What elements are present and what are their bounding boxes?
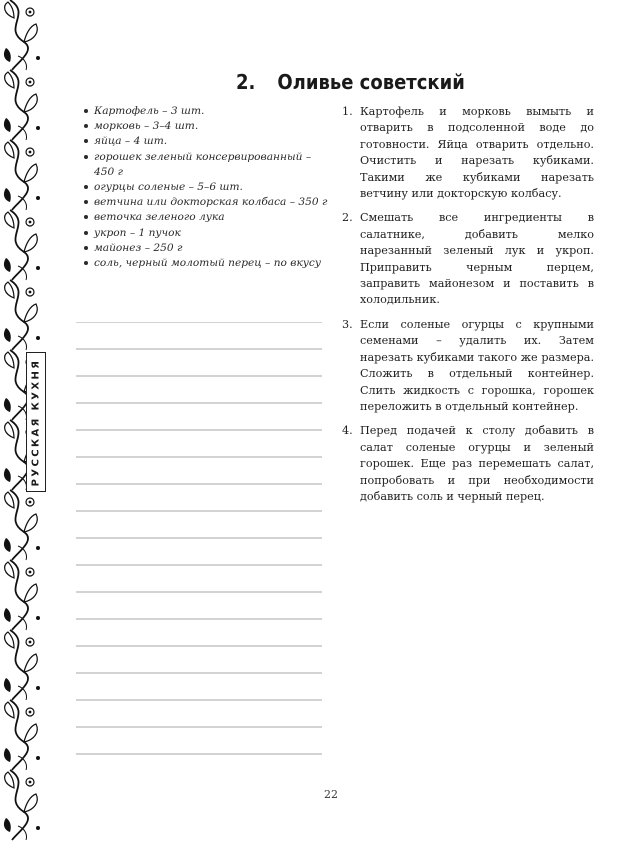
step-item <box>338 104 594 202</box>
step-number: 3. <box>342 317 353 331</box>
ingredient-item: морковь – 3–4 шт. <box>82 119 332 134</box>
ingredient-item: укроп – 1 пучок <box>82 226 332 241</box>
step-number: 4. <box>342 424 353 438</box>
step-text: Картофель и морковь вымыть и отварить в подсоленной воде до готовности. Яйца отварить отдельно. Очистить и нарезать кубиками. Такими же кубиками нарезать ветчину или докторскую колбасу. <box>360 105 594 201</box>
ingredient-item: майонез – 250 г <box>82 241 332 256</box>
ingredient-item: яйца – 4 шт. <box>82 134 332 149</box>
step-number: 2. <box>342 211 353 225</box>
section-side-label <box>26 352 46 492</box>
step-item <box>338 423 594 505</box>
step-item <box>338 317 594 415</box>
ingredient-item: ветчина или докторская колбаса – 350 г <box>82 195 332 210</box>
steps-list <box>338 104 594 513</box>
ingredients-list <box>82 104 332 271</box>
step-text: Если соленые огурцы с крупными семенами – удалить их. Затем нарезать кубиками такого же размера. Сложить в отдельный контейнер. Слить жидкость с горошка, горошек переложить в отдельный контейнер. <box>360 317 594 413</box>
step-text: Смешать все ингредиенты в салатнике, добавить мелко нарезанный зеленый лук и укроп. Приправить черным перцем, заправить майонезом и поставить в холодильник. <box>360 211 594 307</box>
ingredient-item: горошек зеленый консервированный – 450 г <box>82 150 332 180</box>
step-number: 1. <box>342 105 353 118</box>
ingredient-item: веточка зеленого лука <box>82 210 332 225</box>
section-side-label-text: РУССКАЯ КУХНЯ <box>30 358 42 486</box>
page-number: 22 <box>324 788 338 801</box>
step-item <box>338 210 594 308</box>
ingredient-item: Картофель – 3 шт. <box>82 104 332 119</box>
ingredient-item: соль, черный молотый перец – по вкусу <box>82 256 332 271</box>
step-text: Перед подачей к столу добавить в салат соленые огурцы и зеленый горошек. Еще раз перемешать салат, попробовать и при необходимости добавить соль и черный перец. <box>360 424 594 503</box>
recipe-title <box>236 70 496 100</box>
notes-lines <box>76 322 322 772</box>
recipe-number: 2. <box>236 70 256 94</box>
recipe-title-text: Оливье советский <box>277 70 465 94</box>
ingredient-item: огурцы соленые – 5–6 шт. <box>82 180 332 195</box>
